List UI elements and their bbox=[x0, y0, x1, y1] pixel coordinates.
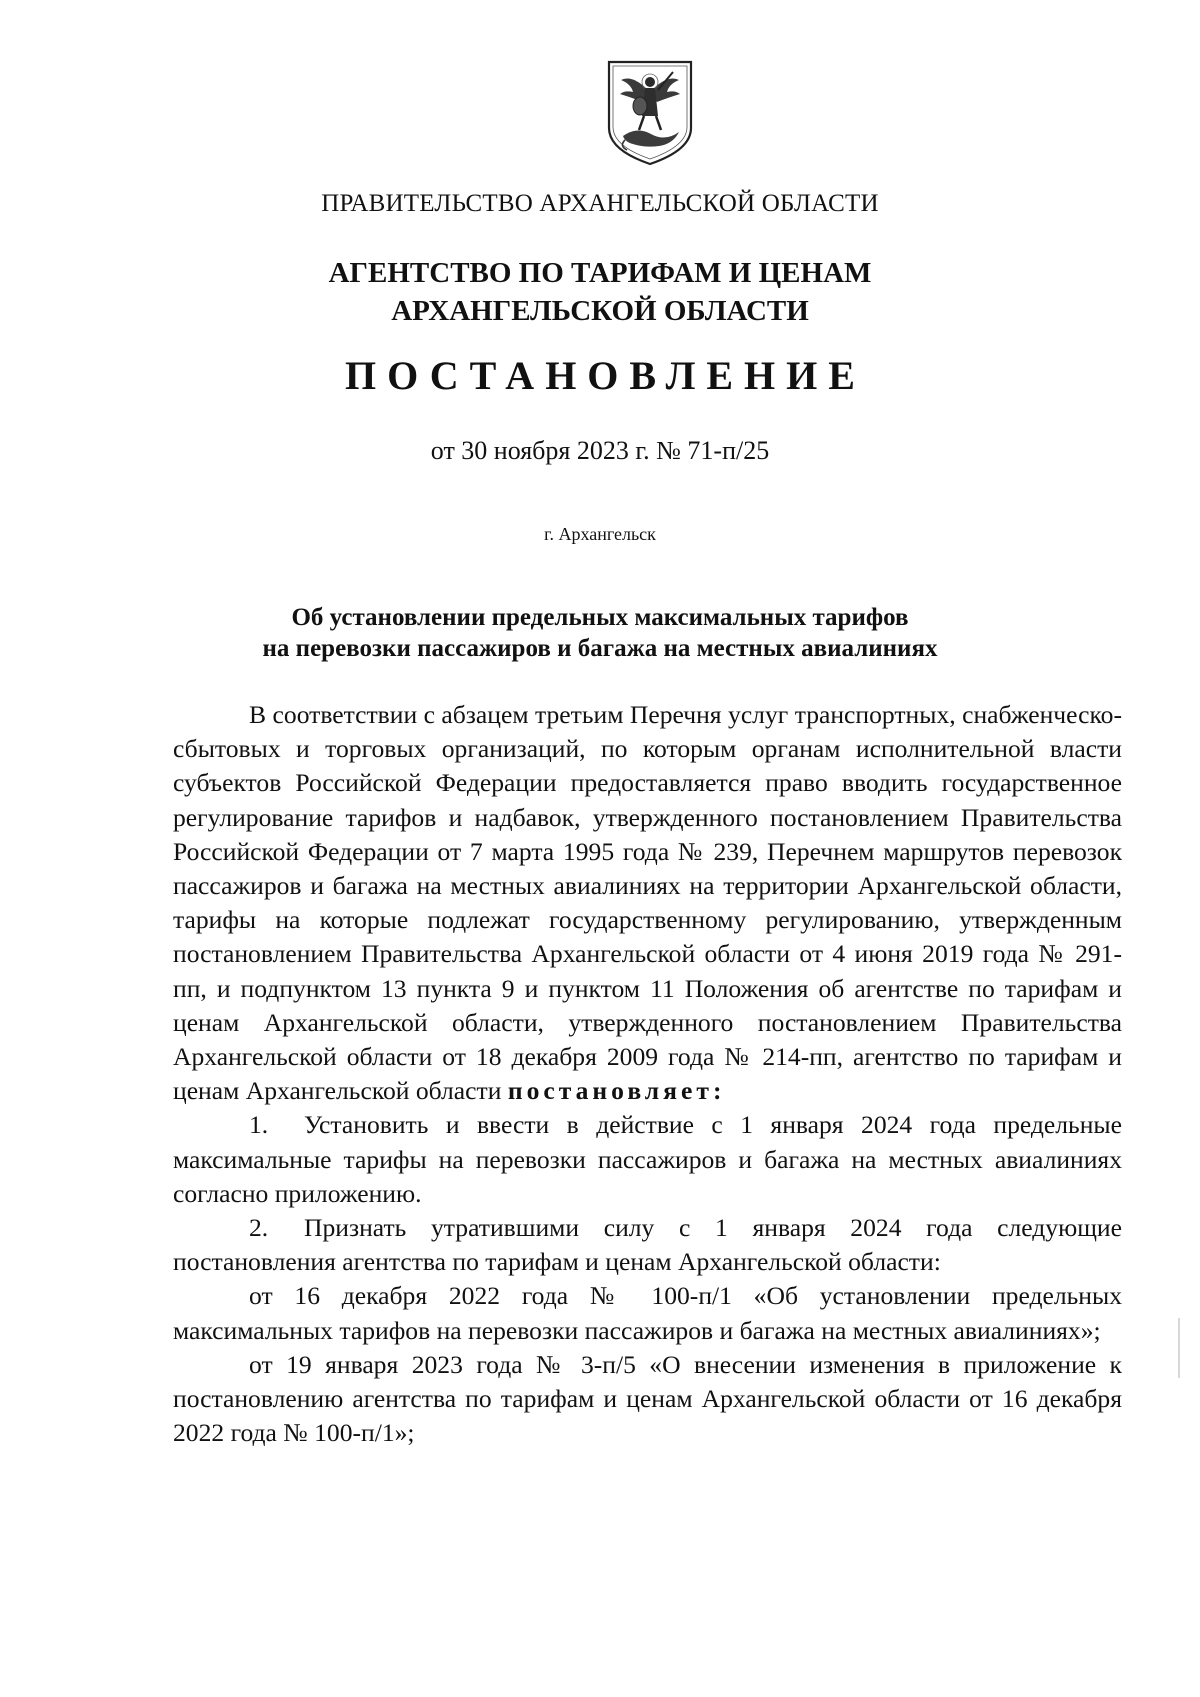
agency-name bbox=[0, 254, 1200, 330]
list-item bbox=[173, 1108, 1122, 1211]
agency-name-line1: АГЕНТСТВО ПО ТАРИФАМ И ЦЕНАМ bbox=[328, 257, 872, 289]
repealed-decree-1: от 16 декабря 2022 года № 100-п/1 «Об установлении предельных максимальных тарифов на перевозки пассажиров и багажа на местных авиалиниях»; bbox=[173, 1281, 1122, 1345]
document-body bbox=[173, 698, 1122, 1450]
repealed-decree-2: от 19 января 2023 года № 3-п/5 «О внесении изменения в приложение к постановлению агентства по тарифам и ценам Архангельской области от 16 декабря 2022 года № 100-п/1»; bbox=[173, 1349, 1122, 1448]
document-title bbox=[0, 602, 1200, 664]
document-date-number: от 30 ноября 2023 г. № 71-п/25 bbox=[430, 436, 770, 465]
resolves-word: постановляет: bbox=[507, 1076, 726, 1106]
item-number: 2. bbox=[249, 1213, 269, 1243]
item-text: Установить и ввести в действие с 1 января 2024 года предельные максимальные тарифы на перевозки пассажиров и багажа на местных авиалиниях согласно приложению. bbox=[173, 1110, 1122, 1208]
arkhangelsk-coat-of-arms-icon bbox=[603, 58, 697, 168]
document-type: ПОСТАНОВЛЕНИЕ bbox=[345, 353, 866, 398]
preamble-text: В соответствии с абзацем третьим Перечня услуг транспортных, снабженческо-сбытовых и торговых организаций, по которым органам исполнительной власти субъектов Российской Федерации предоставляется право вводить государственное регулирование тарифов и надбавок, утвержденного постановлением Правительства Российской Федерации от 7 марта 1995 года № 239, Перечнем маршрутов перевозок пассажиров и багажа на местных авиалиниях на территории Архангельской области, тарифы на которые подлежат государственному регулированию, утвержденным постановлением Правительства Архангельской области от 4 июня 2019 года № 291-пп, и подпунктом 13 пункта 9 и пунктом 11 Положения об агентстве по тарифам и ценам Архангельской области, утвержденного постановлением Правительства Архангельской области от 18 декабря 2009 года № 214-пп, агентство по тарифам и ценам Архангельской области bbox=[173, 700, 1122, 1106]
scan-margin-mark bbox=[1178, 1318, 1180, 1378]
item-text: Признать утратившими силу с 1 января 2024 года следующие постановления агентства по тарифам и ценам Архангельской области: bbox=[173, 1213, 1122, 1277]
agency-name-line2: АРХАНГЕЛЬСКОЙ ОБЛАСТИ bbox=[391, 295, 809, 327]
list-item bbox=[173, 1211, 1122, 1279]
government-name: ПРАВИТЕЛЬСТВО АРХАНГЕЛЬСКОЙ ОБЛАСТИ bbox=[321, 190, 879, 217]
document-title-line1: Об установлении предельных максимальных тарифов bbox=[291, 604, 909, 631]
document-title-line2: на перевозки пассажиров и багажа на местных авиалиниях bbox=[262, 635, 938, 662]
item-number: 1. bbox=[249, 1110, 269, 1140]
preamble-paragraph bbox=[173, 698, 1122, 1108]
document-city: г. Архангельск bbox=[544, 524, 656, 544]
